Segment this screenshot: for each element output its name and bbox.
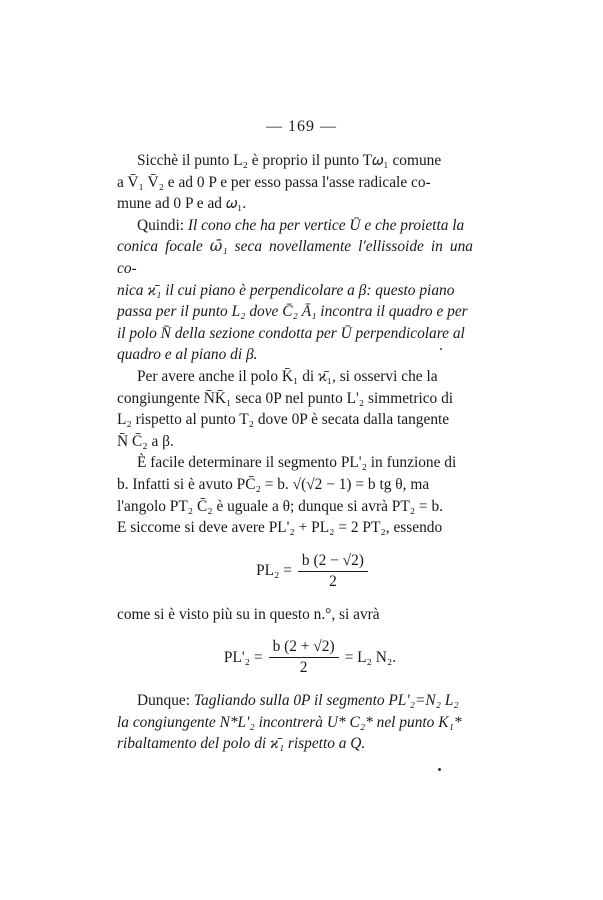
text-line: Sicchè il punto L₂ è proprio il punto T𝜔₁ comune	[137, 152, 442, 169]
formula-pl2-prime	[147, 637, 473, 678]
fraction-denominator: 2	[329, 572, 337, 590]
formula-lhs: PL₂ =	[256, 562, 292, 580]
italic-text: Tagliando sulla 0P il segmento PL'₂=N₂ L₂	[193, 692, 459, 710]
italic-text: Il cono che ha per vertice Ū e che proietta la	[187, 216, 465, 234]
text-line: mune ad 0 P e ad 𝜔₁.	[117, 195, 247, 213]
fraction-numerator: b (2 + √2)	[269, 637, 339, 658]
formula-pl2	[157, 551, 473, 592]
text-line: a V̄₁ V̄₂ e ad 0 P e per esso passa l'asse radicale co-	[117, 173, 431, 191]
page-number: — 169 —	[266, 118, 337, 135]
ink-speck	[440, 348, 442, 350]
text-line: l'angolo PT₂ C̄₂ è uguale a θ; dunque si avrà PT₂ = b.	[117, 497, 444, 515]
dunque-label: Dunque:	[137, 692, 194, 710]
fraction	[269, 637, 339, 678]
text-line: come si è visto più su in questo n.°, si avrà	[117, 605, 380, 623]
body-text	[117, 150, 473, 755]
formula-lhs: PL'₂ =	[223, 648, 263, 666]
text-line: Per avere anche il polo K̄₁ di ϰ̄₁, si osservi che la	[137, 367, 438, 385]
text-line	[117, 215, 473, 237]
text-line: b. Infatti si è avuto PC̄₂ = b. √(√2 − 1) = b tg θ, ma	[117, 475, 430, 493]
text-line: congiungente N̄K̄₁ seca 0P nel punto L'₂ simmetrico di	[117, 389, 454, 407]
text-line: quadro e al piano di β.	[117, 346, 258, 364]
text-line: nica ϰ̄₁ il cui piano è perpendicolare a β: questo piano	[117, 281, 455, 299]
text-line: L₂ rispetto al punto T₂ dove 0P è secata dalla tangente	[117, 411, 450, 429]
ink-speck	[438, 768, 441, 771]
text-line: È facile determinare il segmento PL'₂ in funzione di	[137, 454, 457, 472]
quindi-label: Quindi:	[137, 216, 188, 234]
text-line: ribaltamento del polo di ϰ̄₁ rispetto a Q.	[117, 735, 366, 753]
fraction-denominator: 2	[299, 659, 308, 677]
text-line: conica focale 𝜔̄₁ seca novellamente l'ellissoide in una co-	[117, 238, 473, 277]
text-line: passa per il punto L₂ dove C̄₂ Ā₁ incontra il quadro e per	[117, 303, 468, 321]
fraction-numerator: b (2 − √2)	[298, 551, 368, 572]
text-line: E siccome si deve avere PL'₂ + PL₂ = 2 PT₂, essendo	[117, 519, 443, 537]
text-line	[117, 690, 473, 712]
fraction	[298, 551, 368, 592]
text-line: la congiungente N*L'₂ incontrerà U* C₂* nel punto K₁*	[117, 713, 462, 731]
text-line: N̄ C̄₂ a β.	[117, 432, 174, 450]
text-line: il polo N̄ della sezione condotta per Ū perpendicolare al	[117, 324, 465, 342]
formula-rhs: = L₂ N₂.	[344, 648, 397, 666]
